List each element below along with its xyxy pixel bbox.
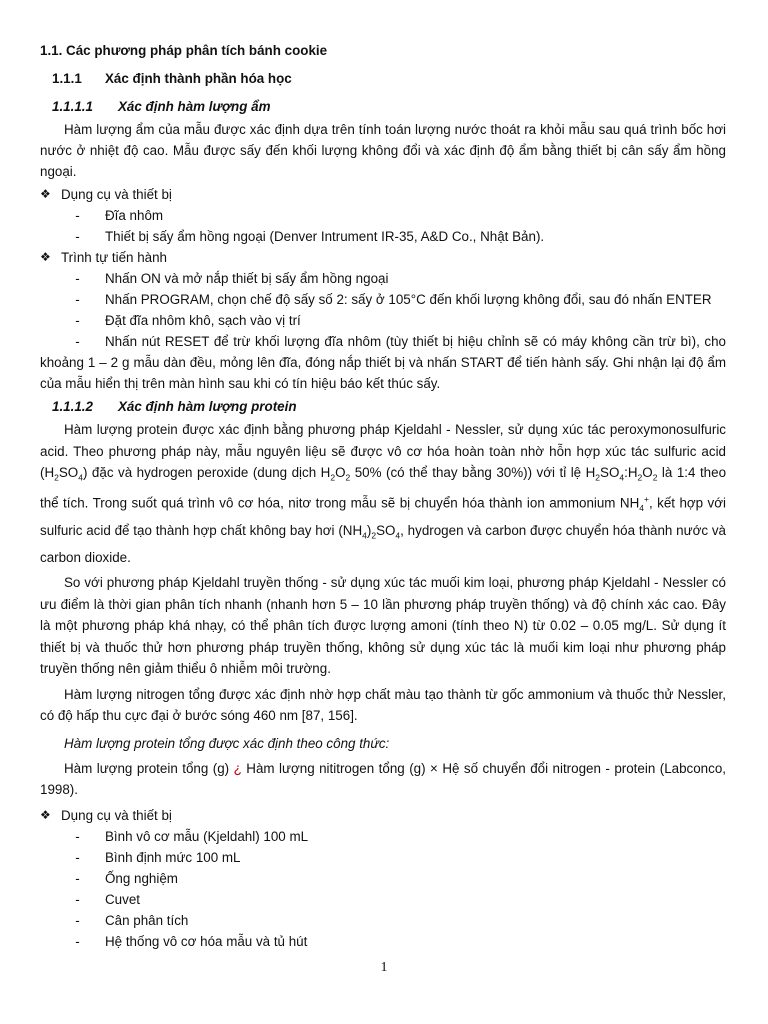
formula-symbol: ¿ [233, 760, 242, 776]
dash-marker: - [75, 208, 80, 223]
list-item-text: Nhấn nút RESET để trừ khối lượng đĩa nhôm (tùy thiết bị hiệu chỉnh sẽ có máy không cần trừ bì), cho khoảng 1 – 2 g mẫu dàn đều, mỏng lên đĩa, đóng nắp thiết bị và nhấn START để tiến hành sấy. Ghi nhận lại độ ẩm của mẫu hiển thị trên màn hình sau khi có tín hiệu báo kết thúc sấy. [40, 334, 726, 391]
moisture-procedure-title: Trình tự tiến hành [61, 250, 167, 265]
subscript: 4 [395, 530, 401, 541]
multiply-symbol: × [430, 760, 438, 776]
text-run: SO [600, 465, 620, 480]
moisture-heading-number: 1.1.1.1 [52, 99, 93, 114]
subscript: 4 [78, 472, 83, 483]
diamond-bullet-icon: ❖ [40, 250, 51, 264]
text-run: O [335, 465, 346, 480]
page-number: 1 [380, 960, 388, 975]
diamond-bullet-icon: ❖ [40, 807, 51, 822]
dash-marker: - [75, 292, 80, 307]
text-run: Hàm lượng nititrogen tổng (g) [241, 760, 431, 776]
subscript: 2 [54, 472, 59, 483]
subscript: 2 [595, 472, 601, 483]
dash-marker: - [75, 334, 80, 349]
list-item-text: Nhấn PROGRAM, chọn chế độ sấy số 2: sấy ở 105°C đến khối lượng không đổi, sau đó nhấn ENTER [105, 292, 712, 307]
list-item-text: Đặt đĩa nhôm khô, sạch vào vị trí [105, 313, 301, 328]
subscript: 4 [639, 503, 644, 514]
subsection-title: Xác định thành phần hóa học [105, 71, 292, 86]
list-item [40, 289, 726, 310]
dash-marker: - [75, 912, 80, 928]
moisture-paragraph: Hàm lượng ẩm của mẫu được xác định dựa trên tính toán lượng nước thoát ra khỏi mẫu sau quá trình bốc hơi nước ở nhiệt độ cao. Mẫu được sấy đến khối lượng không đổi và xác định độ ẩm bằng thiết bị cân sấy ẩm hồng ngoại. [40, 122, 726, 179]
text-run: ) đặc và hydrogen peroxide (dung dịch H [82, 465, 331, 480]
dash-marker: - [75, 271, 80, 286]
list-item-text: Bình định mức 100 mL [105, 849, 241, 865]
subscript: 4 [362, 530, 367, 541]
list-item-text: Bình vô cơ mẫu (Kjeldahl) 100 mL [105, 828, 309, 844]
moisture-equipment-bullet [40, 184, 726, 205]
dash-marker: - [75, 933, 80, 949]
moisture-equipment-title: Dụng cụ và thiết bị [61, 187, 172, 202]
formula-paragraph [40, 758, 726, 801]
protein-paragraph-2: So với phương pháp Kjeldahl truyền thống - sử dụng xúc tác muối kim loại, phương pháp Kjeldahl - Nessler có ưu điểm là thời gian phân tích nhanh (nhanh hơn 5 – 10 lần phương pháp truyền thống) và độ chính xác cao. Đây là một phương pháp khá nhạy, có thể phân tích được lượng amoni (tính theo N) từ 0.02 – 0.05 mg/L. Sử dụng ít thiết bị và thuốc thử hơn phương pháp truyền thống, không sử dụng xúc tác là muối kim loại như phương pháp truyền thống nên giảm thiểu ô nhiễm môi trường. [40, 575, 726, 677]
subscript: 2 [371, 530, 377, 541]
moisture-heading [52, 96, 726, 117]
dash-marker: - [75, 849, 80, 865]
dash-marker: - [75, 229, 80, 244]
text-run: SO [58, 465, 79, 480]
section-heading: 1.1. Các phương pháp phân tích bánh cookie [40, 43, 328, 58]
dash-marker: - [75, 870, 80, 886]
list-item [40, 331, 726, 394]
list-item [40, 268, 726, 289]
protein-paragraph-1 [40, 419, 726, 568]
text-run: 50% (có thể thay bằng 30%)) với tỉ lệ H [350, 465, 596, 480]
text-run: :H [624, 465, 638, 480]
list-item-text: Ống nghiệm [105, 870, 178, 886]
list-item-text: Thiết bị sấy ẩm hồng ngoại (Denver Intrument IR-35, A&D Co., Nhật Bản). [105, 229, 545, 244]
subsection-number: 1.1.1 [52, 71, 82, 86]
superscript: + [644, 494, 649, 505]
text-run: O [642, 465, 653, 480]
text-run: ) [366, 522, 372, 538]
formula-intro: Hàm lượng protein tổng được xác định theo công thức: [64, 735, 390, 751]
subscript: 4 [619, 472, 625, 483]
list-item [40, 226, 726, 247]
list-item [40, 931, 726, 952]
list-item-text: Cuvet [105, 891, 140, 907]
text-run: , hydrogen và carbon được chuyển hóa thành nước và carbon dioxide. [40, 522, 727, 565]
list-item [40, 847, 726, 868]
list-item-text: Nhấn ON và mở nắp thiết bị sấy ẩm hồng ngoại [105, 271, 389, 286]
text-run: là 1:4 theo thể tích. Trong suốt quá trình vô cơ hóa, nitơ trong mẫu sẽ bị chuyển hóa thành ion ammonium NH [40, 465, 727, 511]
subscript: 2 [637, 472, 643, 483]
protein-heading-number: 1.1.1.2 [52, 399, 93, 414]
text-run: , kết hợp với sulfuric acid để tạo thành hợp chất không bay hơi (NH [40, 495, 727, 538]
list-item [40, 889, 726, 910]
list-item [40, 868, 726, 889]
dash-marker: - [75, 828, 80, 844]
protein-equipment-title: Dụng cụ và thiết bị [61, 807, 172, 823]
subsection-heading [52, 68, 726, 89]
protein-paragraph-3: Hàm lượng nitrogen tổng được xác định nhờ hợp chất màu tạo thành từ gốc ammonium và thuốc thử Nessler, có độ hấp thu cực đại ở bước sóng 460 nm [87, 156]. [40, 686, 726, 724]
list-item [40, 910, 726, 931]
list-item [40, 310, 726, 331]
text-run: Hàm lượng protein tổng (g) [64, 760, 234, 776]
text-run: SO [376, 522, 396, 538]
protein-heading [52, 396, 726, 417]
list-item [40, 205, 726, 226]
list-item-text: Hệ thống vô cơ hóa mẫu và tủ hút [105, 933, 308, 949]
moisture-procedure-bullet [40, 247, 726, 268]
text-run: Hệ số chuyển đổi nitrogen - protein (Labconco, 1998). [40, 760, 726, 798]
text-run: Hàm lượng protein được xác định bằng phương pháp Kjeldahl - Nessler, sử dụng xúc tác peroxymonosulfuric acid. Theo phương pháp này, mẫu nguyên liệu sẽ được vô cơ hóa hoàn toàn nhờ hỗn hợp xúc tác sulfuric acid (H [40, 422, 726, 480]
list-item-text: Cân phân tích [105, 912, 189, 928]
moisture-heading-title: Xác định hàm lượng ẩm [118, 99, 271, 114]
subscript: 2 [652, 472, 658, 483]
protein-heading-title: Xác định hàm lượng protein [118, 399, 297, 414]
list-item-text: Đĩa nhôm [105, 208, 164, 223]
subscript: 2 [345, 472, 351, 483]
subscript: 2 [330, 472, 336, 483]
list-item [40, 826, 726, 847]
diamond-bullet-icon: ❖ [40, 187, 51, 201]
dash-marker: - [75, 891, 80, 907]
dash-marker: - [75, 313, 80, 328]
document-body [40, 40, 726, 952]
protein-equipment-bullet [40, 805, 726, 826]
